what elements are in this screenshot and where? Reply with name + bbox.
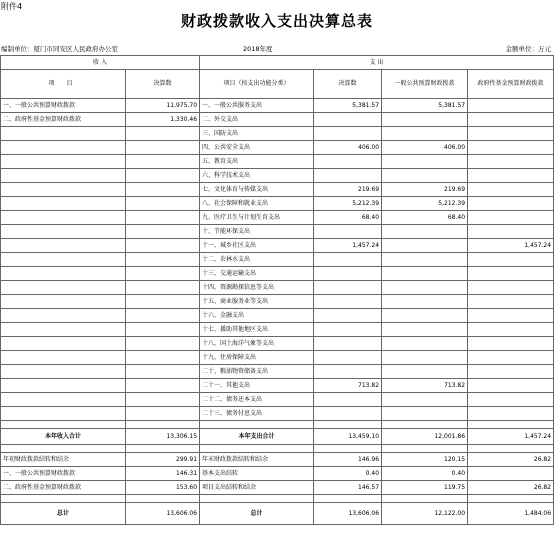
expenditure-amount-cell xyxy=(314,365,382,379)
table-row xyxy=(1,141,554,155)
income-amount-cell xyxy=(126,393,200,407)
fund-budget-cell xyxy=(468,407,554,421)
expenditure-item-cell: 十三、交通运输支出 xyxy=(200,267,314,281)
expenditure-item-cell: 十九、住房保障支出 xyxy=(200,351,314,365)
year-expenditure-total-amount: 13,459.10 xyxy=(314,429,382,445)
carryover-income-item: 二、政府性基金预算财政拨款 xyxy=(1,481,126,495)
table-row xyxy=(1,379,554,393)
table-row xyxy=(1,309,554,323)
general-budget-cell: 713.82 xyxy=(382,379,468,393)
income-item-cell xyxy=(1,211,126,225)
income-item-cell xyxy=(1,323,126,337)
attachment-label: 附件4 xyxy=(1,2,23,11)
general-budget-cell xyxy=(382,281,468,295)
spacer-row xyxy=(1,445,554,453)
income-amount-cell xyxy=(126,337,200,351)
income-amount-cell xyxy=(126,211,200,225)
fund-budget-cell xyxy=(468,267,554,281)
expenditure-item-cell: 十一、城乡社区支出 xyxy=(200,239,314,253)
income-item-cell xyxy=(1,267,126,281)
expenditure-group-header: 支 出 xyxy=(200,56,554,70)
income-item-cell xyxy=(1,309,126,323)
income-amount-cell xyxy=(126,267,200,281)
fund-budget-cell xyxy=(468,323,554,337)
fund-budget-cell xyxy=(468,379,554,393)
fund-budget-cell xyxy=(468,281,554,295)
expenditure-item-cell: 十二、农林水支出 xyxy=(200,253,314,267)
fund-budget-cell xyxy=(468,295,554,309)
expenditure-item-cell: 十七、援助其他地区支出 xyxy=(200,323,314,337)
expenditure-amount-cell: 713.82 xyxy=(314,379,382,393)
income-amount-cell xyxy=(126,365,200,379)
fund-budget-cell xyxy=(468,183,554,197)
income-group-header: 收 入 xyxy=(1,56,200,70)
expenditure-amount-cell xyxy=(314,281,382,295)
expenditure-item-cell: 七、文化体育与传媒支出 xyxy=(200,183,314,197)
grand-total-row xyxy=(1,503,554,525)
fund-budget-cell: 1,457.24 xyxy=(468,239,554,253)
spacer-cell xyxy=(200,495,314,503)
expenditure-item-cell: 八、社会保障和就业支出 xyxy=(200,197,314,211)
expenditure-item-cell: 十六、金融支出 xyxy=(200,309,314,323)
general-budget-cell: 406.00 xyxy=(382,141,468,155)
expenditure-item-cell: 十五、商业服务业等支出 xyxy=(200,295,314,309)
income-amount-header: 决算数 xyxy=(126,70,200,99)
expenditure-amount-cell: 5,381.57 xyxy=(314,99,382,113)
year-income-total-amount: 13,306.15 xyxy=(126,429,200,445)
spacer-cell xyxy=(126,495,200,503)
grand-income-total-label: 总计 xyxy=(1,503,126,525)
income-item-cell xyxy=(1,365,126,379)
expenditure-item-header: 项目（按支出功能分类） xyxy=(200,70,314,99)
general-budget-cell xyxy=(382,407,468,421)
expenditure-amount-cell: 68.40 xyxy=(314,211,382,225)
general-budget-cell: 5,381.57 xyxy=(382,99,468,113)
fund-budget-cell xyxy=(468,113,554,127)
budget-table xyxy=(0,55,554,525)
expenditure-amount-cell xyxy=(314,337,382,351)
income-amount-cell xyxy=(126,127,200,141)
carryover-fund: 26.82 xyxy=(468,453,554,467)
spacer-row xyxy=(1,421,554,429)
expenditure-amount-header: 决算数 xyxy=(314,70,382,99)
expenditure-amount-cell xyxy=(314,351,382,365)
expenditure-item-cell: 三、国防支出 xyxy=(200,127,314,141)
fund-budget-cell xyxy=(468,337,554,351)
general-budget-cell xyxy=(382,393,468,407)
income-item-cell xyxy=(1,183,126,197)
expenditure-item-cell: 二、外交支出 xyxy=(200,113,314,127)
carryover-row xyxy=(1,481,554,495)
table-row xyxy=(1,253,554,267)
table-row xyxy=(1,393,554,407)
header-group-row xyxy=(1,56,554,70)
expenditure-amount-cell xyxy=(314,127,382,141)
expenditure-item-cell: 五、教育支出 xyxy=(200,155,314,169)
income-item-cell: 一、一般公共预算财政拨款 xyxy=(1,99,126,113)
grand-general-total: 12,122.00 xyxy=(382,503,468,525)
expenditure-item-cell: 二十一、其他支出 xyxy=(200,379,314,393)
table-row xyxy=(1,407,554,421)
year-fund-total: 1,457.24 xyxy=(468,429,554,445)
expenditure-amount-cell: 5,212.39 xyxy=(314,197,382,211)
carryover-fund: 26.82 xyxy=(468,481,554,495)
fund-budget-cell xyxy=(468,225,554,239)
income-amount-cell xyxy=(126,351,200,365)
expenditure-amount-cell xyxy=(314,225,382,239)
table-row xyxy=(1,211,554,225)
expenditure-item-cell: 四、公共安全支出 xyxy=(200,141,314,155)
income-amount-cell xyxy=(126,183,200,197)
income-item-cell xyxy=(1,337,126,351)
carryover-fund xyxy=(468,467,554,481)
table-row xyxy=(1,365,554,379)
carryover-expenditure-item: 项目支出结转和结余 xyxy=(200,481,314,495)
spacer-row xyxy=(1,495,554,503)
income-amount-cell xyxy=(126,155,200,169)
general-budget-cell xyxy=(382,169,468,183)
income-item-cell xyxy=(1,169,126,183)
general-budget-cell xyxy=(382,267,468,281)
expenditure-item-cell: 二十、粮油物资储备支出 xyxy=(200,365,314,379)
year-total-row xyxy=(1,429,554,445)
grand-expenditure-total-amount: 13,606.06 xyxy=(314,503,382,525)
spacer-cell xyxy=(314,495,382,503)
expenditure-amount-cell xyxy=(314,323,382,337)
spacer-cell xyxy=(200,421,314,429)
general-budget-cell xyxy=(382,365,468,379)
income-amount-cell xyxy=(126,197,200,211)
expenditure-amount-cell: 219.69 xyxy=(314,183,382,197)
general-budget-cell xyxy=(382,295,468,309)
income-item-cell xyxy=(1,407,126,421)
carryover-general: 120.15 xyxy=(382,453,468,467)
carryover-income-item: 一、一般公共预算财政拨款 xyxy=(1,467,126,481)
expenditure-item-cell: 六、科学技术支出 xyxy=(200,169,314,183)
year-expenditure-total-label: 本年支出合计 xyxy=(200,429,314,445)
general-budget-cell xyxy=(382,309,468,323)
income-item-cell xyxy=(1,239,126,253)
income-item-cell xyxy=(1,253,126,267)
income-amount-cell xyxy=(126,309,200,323)
table-row xyxy=(1,169,554,183)
expenditure-amount-cell xyxy=(314,407,382,421)
general-budget-cell xyxy=(382,113,468,127)
carryover-row xyxy=(1,453,554,467)
fund-budget-cell xyxy=(468,169,554,183)
table-row xyxy=(1,183,554,197)
income-item-cell xyxy=(1,225,126,239)
expenditure-item-cell: 一、一般公共服务支出 xyxy=(200,99,314,113)
carryover-general: 119.75 xyxy=(382,481,468,495)
expenditure-amount-cell xyxy=(314,309,382,323)
table-row xyxy=(1,267,554,281)
fund-budget-header: 政府性基金预算财政拨款 xyxy=(468,70,554,99)
expenditure-amount-cell xyxy=(314,113,382,127)
general-budget-cell: 5,212.39 xyxy=(382,197,468,211)
table-row xyxy=(1,351,554,365)
spacer-cell xyxy=(468,421,554,429)
table-row xyxy=(1,113,554,127)
budget-table-body xyxy=(1,56,554,525)
table-row xyxy=(1,295,554,309)
table-row xyxy=(1,239,554,253)
table-row xyxy=(1,99,554,113)
expenditure-amount-cell xyxy=(314,295,382,309)
fund-budget-cell xyxy=(468,365,554,379)
amount-unit: 金额单位：万元 xyxy=(505,45,551,53)
spacer-cell xyxy=(382,445,468,453)
fund-budget-cell xyxy=(468,155,554,169)
spacer-cell xyxy=(468,495,554,503)
income-amount-cell xyxy=(126,281,200,295)
carryover-expenditure-item: 年末财政拨款结转和结余 xyxy=(200,453,314,467)
income-amount-cell xyxy=(126,323,200,337)
income-item-cell xyxy=(1,155,126,169)
carryover-income-item: 年初财政拨款结转和结余 xyxy=(1,453,126,467)
expenditure-item-cell: 十八、国土海洋气象等支出 xyxy=(200,337,314,351)
carryover-row xyxy=(1,467,554,481)
table-row xyxy=(1,337,554,351)
fund-budget-cell xyxy=(468,253,554,267)
carryover-expenditure-amount: 146.57 xyxy=(314,481,382,495)
spacer-cell xyxy=(382,495,468,503)
general-budget-cell xyxy=(382,225,468,239)
report-title: 财政拨款收入支出决算总表 xyxy=(180,12,373,30)
grand-fund-total: 1,484.06 xyxy=(468,503,554,525)
income-amount-cell: 11,975.70 xyxy=(126,99,200,113)
income-item-cell xyxy=(1,379,126,393)
income-item-cell: 二、政府性基金预算财政拨款 xyxy=(1,113,126,127)
carryover-general: 0.40 xyxy=(382,467,468,481)
compiling-unit: 编制单位：厦门市同安区人民政府办公室 xyxy=(1,45,118,53)
expenditure-amount-cell: 406.00 xyxy=(314,141,382,155)
table-row xyxy=(1,155,554,169)
spacer-cell xyxy=(1,421,126,429)
income-amount-cell: 1,330.46 xyxy=(126,113,200,127)
expenditure-amount-cell xyxy=(314,267,382,281)
expenditure-amount-cell xyxy=(314,155,382,169)
carryover-expenditure-amount: 0.40 xyxy=(314,467,382,481)
spacer-cell xyxy=(314,421,382,429)
income-item-header: 项 目 xyxy=(1,70,126,99)
carryover-income-amount: 153.60 xyxy=(126,481,200,495)
general-budget-cell xyxy=(382,239,468,253)
expenditure-item-cell: 十四、资源勘探信息等支出 xyxy=(200,281,314,295)
table-row xyxy=(1,323,554,337)
fund-budget-cell xyxy=(468,127,554,141)
general-budget-cell xyxy=(382,155,468,169)
general-budget-cell xyxy=(382,351,468,365)
income-amount-cell xyxy=(126,407,200,421)
fund-budget-cell xyxy=(468,309,554,323)
table-row xyxy=(1,197,554,211)
grand-income-total-amount: 13,606.06 xyxy=(126,503,200,525)
income-item-cell xyxy=(1,197,126,211)
income-item-cell xyxy=(1,141,126,155)
income-amount-cell xyxy=(126,295,200,309)
spacer-cell xyxy=(1,495,126,503)
expenditure-item-cell: 九、医疗卫生与计划生育支出 xyxy=(200,211,314,225)
fund-budget-cell xyxy=(468,197,554,211)
spacer-cell xyxy=(126,421,200,429)
general-budget-cell: 219.69 xyxy=(382,183,468,197)
spacer-cell xyxy=(468,445,554,453)
expenditure-item-cell: 二十二、债务还本支出 xyxy=(200,393,314,407)
report-year: 2018年度 xyxy=(243,45,273,53)
general-budget-cell xyxy=(382,253,468,267)
carryover-income-amount: 146.31 xyxy=(126,467,200,481)
income-amount-cell xyxy=(126,253,200,267)
income-amount-cell xyxy=(126,169,200,183)
income-amount-cell xyxy=(126,379,200,393)
expenditure-amount-cell xyxy=(314,169,382,183)
general-budget-header: 一般公共预算财政拨款 xyxy=(382,70,468,99)
table-row xyxy=(1,225,554,239)
general-budget-cell xyxy=(382,323,468,337)
income-item-cell xyxy=(1,295,126,309)
spacer-cell xyxy=(126,445,200,453)
table-row xyxy=(1,281,554,295)
carryover-expenditure-item: 基本支出结转 xyxy=(200,467,314,481)
year-general-total: 12,001.86 xyxy=(382,429,468,445)
table-row xyxy=(1,127,554,141)
grand-expenditure-total-label: 总计 xyxy=(200,503,314,525)
fund-budget-cell xyxy=(468,351,554,365)
carryover-income-amount: 299.91 xyxy=(126,453,200,467)
carryover-expenditure-amount: 146.96 xyxy=(314,453,382,467)
income-item-cell xyxy=(1,393,126,407)
income-amount-cell xyxy=(126,141,200,155)
header-column-row xyxy=(1,70,554,99)
expenditure-amount-cell xyxy=(314,393,382,407)
income-item-cell xyxy=(1,281,126,295)
spacer-cell xyxy=(382,421,468,429)
general-budget-cell xyxy=(382,127,468,141)
general-budget-cell: 68.40 xyxy=(382,211,468,225)
general-budget-cell xyxy=(382,337,468,351)
expenditure-item-cell: 二十三、债务付息支出 xyxy=(200,407,314,421)
spacer-cell xyxy=(200,445,314,453)
income-item-cell xyxy=(1,127,126,141)
year-income-total-label: 本年收入合计 xyxy=(1,429,126,445)
spacer-cell xyxy=(1,445,126,453)
expenditure-amount-cell: 1,457.24 xyxy=(314,239,382,253)
spacer-cell xyxy=(314,445,382,453)
income-amount-cell xyxy=(126,239,200,253)
income-amount-cell xyxy=(126,225,200,239)
fund-budget-cell xyxy=(468,393,554,407)
income-item-cell xyxy=(1,351,126,365)
fund-budget-cell xyxy=(468,211,554,225)
expenditure-item-cell: 十、节能环保支出 xyxy=(200,225,314,239)
expenditure-amount-cell xyxy=(314,253,382,267)
fund-budget-cell xyxy=(468,99,554,113)
fund-budget-cell xyxy=(468,141,554,155)
